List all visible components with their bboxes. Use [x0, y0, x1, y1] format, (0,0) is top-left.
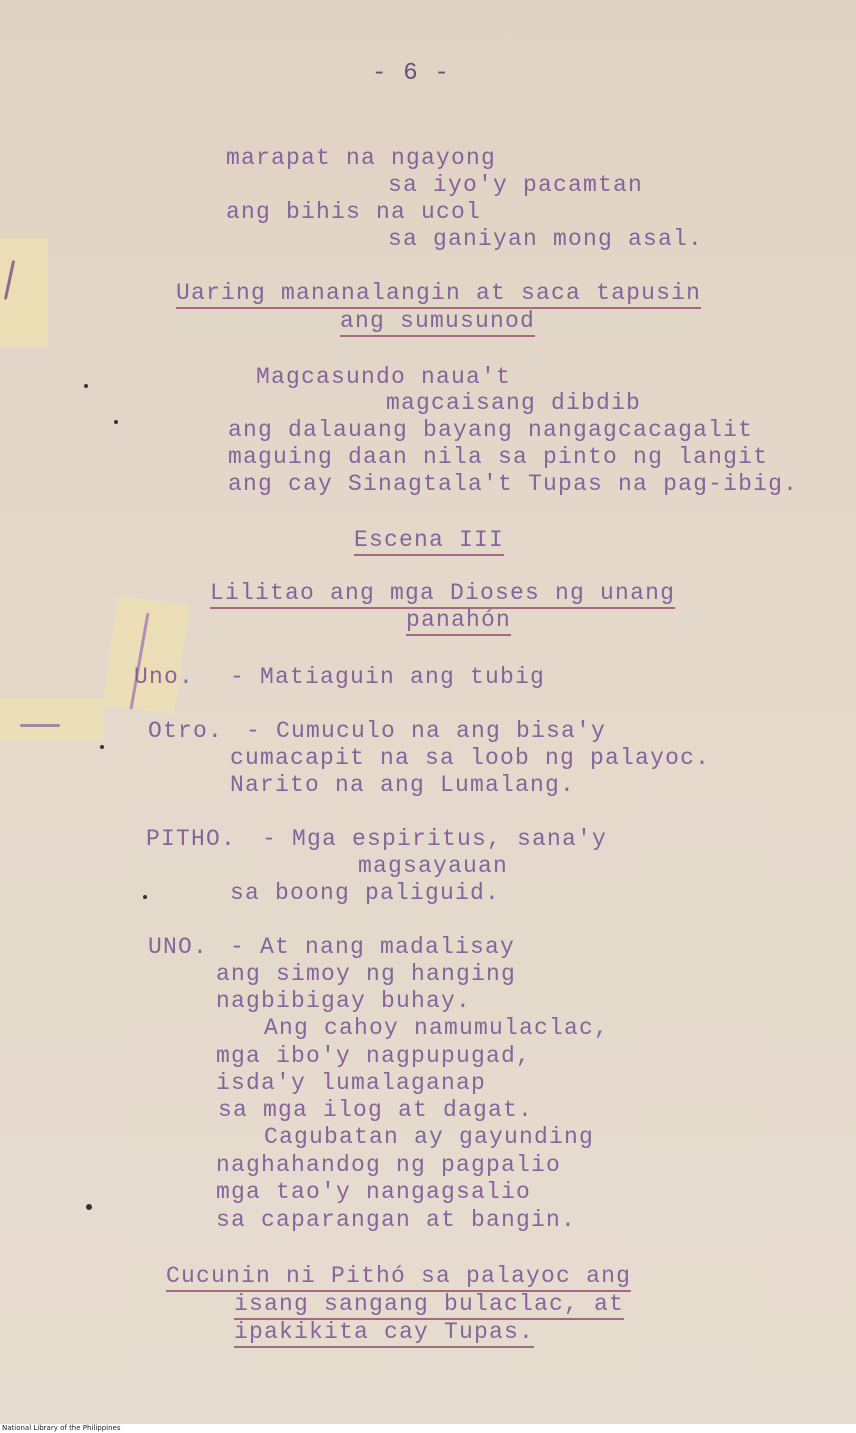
scene-title: Escena III: [354, 527, 504, 556]
verse-line: magcaisang dibdib: [386, 390, 642, 416]
speech-line: magsayauan: [358, 853, 509, 879]
library-credit: National Library of the Philippines: [2, 1424, 121, 1432]
verse-line: ang bihis na ucol: [226, 199, 482, 225]
stage-direction: isang sangang bulaclac, at: [234, 1291, 624, 1320]
speck: [86, 1204, 92, 1210]
verse-line: maguing daan nila sa pinto ng langit: [228, 444, 769, 470]
page-number: - 6 -: [372, 60, 451, 87]
speech-line: sa boong paliguid.: [230, 880, 501, 906]
speaker-name: UNO.: [148, 934, 209, 960]
verse-line: sa ganiyan mong asal.: [388, 226, 704, 252]
speech-line: isda'y lumalaganap: [216, 1070, 487, 1096]
stage-direction: Lilitao ang mga Dioses ng unang: [210, 580, 675, 609]
speech-line: - At nang madalisay: [230, 934, 516, 960]
speech-line: mga tao'y nangagsalio: [216, 1179, 532, 1205]
verse-line: Magcasundo naua't: [256, 364, 512, 390]
speaker-name: Otro.: [148, 718, 224, 744]
speech-line: Cagubatan ay gayunding: [264, 1124, 595, 1150]
verse-line: marapat na ngayong: [226, 145, 497, 171]
speech-line: cumacapit na sa loob ng palayoc.: [230, 745, 711, 771]
stage-direction: panahón: [406, 607, 511, 636]
speech-line: nagbibigay buhay.: [216, 988, 472, 1014]
stage-direction: ang sumusunod: [340, 308, 535, 337]
speck: [84, 384, 88, 388]
speech-line: sa mga ilog at dagat.: [218, 1097, 534, 1123]
verse-line: sa iyo'y pacamtan: [388, 172, 644, 198]
speck: [143, 895, 147, 899]
pen-mark-left: [20, 724, 60, 727]
speech-line: ang simoy ng hanging: [216, 961, 517, 987]
speaker-name: PITHO.: [146, 826, 237, 852]
verse-line: ang dalauang bayang nangagcacagalit: [228, 417, 754, 443]
tape-strip-left: [0, 698, 104, 742]
speck: [114, 420, 118, 424]
speaker-name: Uno.: [134, 664, 195, 690]
speech-line: - Cumuculo na ang bisa'y: [246, 718, 607, 744]
stage-direction: ipakikita cay Tupas.: [234, 1319, 534, 1348]
speech-line: - Mga espiritus, sana'y: [262, 826, 608, 852]
speech-line: Ang cahoy namumulaclac,: [264, 1015, 610, 1041]
speech-line: Narito na ang Lumalang.: [230, 772, 576, 798]
speech-line: sa caparangan at bangin.: [216, 1207, 577, 1233]
speck: [100, 745, 104, 749]
speech-line: - Matiaguin ang tubig: [230, 664, 546, 690]
speech-line: naghahandog ng pagpalio: [216, 1152, 562, 1178]
speech-line: mga ibo'y nagpupugad,: [216, 1043, 532, 1069]
verse-line: ang cay Sinagtala't Tupas na pag-ibig.: [228, 471, 799, 497]
stage-direction: Cucunin ni Pithó sa palayoc ang: [166, 1263, 631, 1292]
stage-direction: Uaring mananalangin at saca tapusin: [176, 280, 701, 309]
